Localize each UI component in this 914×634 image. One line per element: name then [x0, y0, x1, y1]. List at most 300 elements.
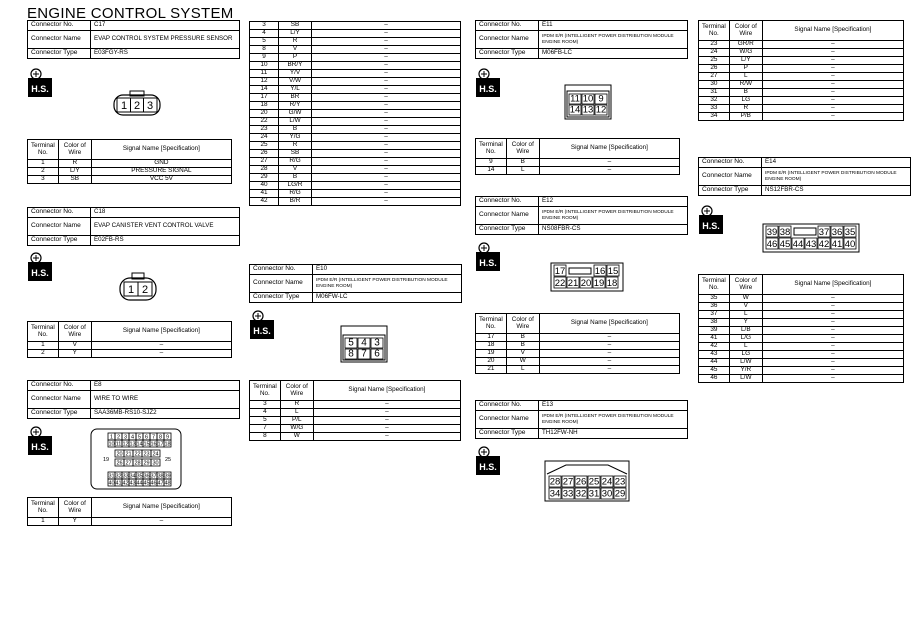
terminal-cell: 18	[250, 102, 279, 110]
color-cell: V	[729, 303, 762, 311]
pin-number: 38	[779, 227, 791, 238]
terminal-cell: 28	[250, 166, 279, 174]
pin-number: 8	[348, 348, 354, 360]
column-header: Color of Wire	[506, 139, 539, 159]
column-header: Color of Wire	[729, 21, 762, 41]
harness-side-icon	[475, 240, 501, 272]
color-cell: R/G	[279, 190, 312, 198]
table-row	[699, 311, 904, 319]
column-header: Signal Name [Specification]	[539, 139, 679, 159]
table-row	[699, 295, 904, 303]
signal-table-e10	[249, 380, 461, 441]
pin-number: 26	[116, 460, 123, 467]
column-header: Color of Wire	[506, 314, 539, 334]
pin-number: 39	[164, 473, 171, 480]
terminal-cell: 9	[476, 159, 507, 167]
signal-cell: –	[762, 351, 903, 359]
pin-number: 5	[137, 434, 142, 441]
signal-cell: –	[313, 417, 460, 425]
svg-text:H.S.: H.S.	[253, 326, 271, 336]
signal-cell: –	[312, 38, 461, 46]
table-row	[250, 78, 461, 86]
table-row	[250, 417, 461, 425]
signal-cell: –	[539, 366, 679, 374]
terminal-cell: 45	[699, 367, 730, 375]
terminal-cell: 42	[250, 198, 279, 206]
color-cell: SB	[279, 150, 312, 158]
pin-number: 20	[580, 278, 592, 289]
column-header: Terminal No.	[250, 381, 281, 401]
table-row	[250, 102, 461, 110]
svg-text:H.S.: H.S.	[31, 442, 49, 452]
color-cell: L/G	[729, 335, 762, 343]
pin-number: 17	[554, 266, 566, 277]
table-row	[250, 166, 461, 174]
pin-number: 10	[582, 93, 594, 105]
table-row	[699, 351, 904, 359]
pin-number: 25	[588, 476, 600, 488]
terminal-cell: 21	[476, 366, 507, 374]
harness-side-icon	[249, 308, 275, 340]
terminal-cell: 27	[250, 158, 279, 166]
color-cell: R	[280, 401, 313, 409]
signal-cell: –	[762, 65, 903, 73]
table-row	[250, 182, 461, 190]
pin-number: 31	[588, 488, 600, 500]
connector-info-e14: Connector No. E14 Connector Name IPDM E/R (INTELLIGENT POWER DISTRIBUTION MODULE ENGINE ROOM) Connector Type NS12FBR-CS	[698, 157, 911, 196]
terminal-cell: 20	[250, 110, 279, 118]
signal-cell: –	[762, 311, 903, 319]
pin-number: 39	[766, 227, 778, 238]
signal-cell: –	[762, 367, 903, 375]
terminal-cell: 4	[250, 409, 281, 417]
color-cell: L/W	[279, 118, 312, 126]
pin-number: 9	[598, 93, 604, 105]
color-cell: P/L	[280, 417, 313, 425]
pin-number: 18	[606, 278, 618, 289]
color-cell: L	[729, 73, 762, 81]
pin-number: 16	[594, 266, 606, 277]
pin-number: 48	[164, 480, 171, 487]
signal-cell: –	[312, 142, 461, 150]
table-row	[699, 327, 904, 335]
terminal-cell: 5	[250, 38, 279, 46]
color-cell: L/W	[729, 375, 762, 383]
terminal-cell: 8	[250, 46, 279, 54]
signal-cell: –	[762, 41, 903, 49]
signal-cell: –	[313, 433, 460, 441]
pin-number: 13	[129, 441, 136, 448]
signal-cell: –	[312, 198, 461, 206]
color-cell: V	[506, 350, 539, 358]
connector-info-e13: Connector No. E13 Connector Name IPDM E/R (INTELLIGENT POWER DISTRIBUTION MODULE ENGINE ROOM) Connector Type TH12FW-NH	[475, 400, 688, 439]
signal-cell: –	[312, 102, 461, 110]
table-row	[250, 190, 461, 198]
terminal-cell: 24	[699, 49, 730, 57]
pin-number: 33	[122, 473, 129, 480]
table-row	[250, 134, 461, 142]
pin-number: 25	[164, 457, 172, 463]
signal-cell: –	[312, 70, 461, 78]
table-row	[476, 366, 680, 374]
color-cell: LG/R	[279, 182, 312, 190]
signal-cell: –	[312, 62, 461, 70]
pin-number: 26	[575, 476, 587, 488]
table-row	[250, 409, 461, 417]
terminal-cell: 7	[250, 425, 281, 433]
table-row	[699, 65, 904, 73]
color-cell: R/W	[729, 81, 762, 89]
signal-cell: –	[762, 97, 903, 105]
color-cell: L/B	[729, 327, 762, 335]
column-header: Terminal No.	[476, 139, 507, 159]
connector-face-c18	[118, 272, 158, 302]
table-row	[250, 62, 461, 70]
table-row	[476, 350, 680, 358]
pin-number: 13	[582, 104, 594, 116]
pin-number: 31	[108, 473, 115, 480]
pin-number: 41	[831, 239, 843, 250]
table-row	[699, 73, 904, 81]
signal-cell: –	[312, 126, 461, 134]
table-row	[699, 335, 904, 343]
color-cell: G/W	[279, 110, 312, 118]
color-cell: W/G	[729, 49, 762, 57]
page-title: ENGINE CONTROL SYSTEM	[27, 5, 234, 22]
pin-number: 23	[143, 451, 150, 458]
table-row	[250, 94, 461, 102]
pin-number: 11	[115, 441, 122, 448]
pin-number: 16	[150, 441, 157, 448]
table-row	[250, 174, 461, 182]
signal-cell: –	[312, 30, 461, 38]
table-row	[699, 113, 904, 121]
table-row	[476, 358, 680, 366]
pin-number: 28	[134, 460, 141, 467]
terminal-cell: 14	[476, 167, 507, 175]
signal-cell: –	[539, 167, 679, 175]
pin-number: 18	[164, 441, 171, 448]
signal-cell: –	[762, 295, 903, 303]
table-row	[699, 359, 904, 367]
table-row	[250, 54, 461, 62]
pin-number: 40	[844, 239, 856, 250]
svg-text:1: 1	[120, 100, 128, 112]
table-row	[250, 126, 461, 134]
terminal-cell: 8	[250, 433, 281, 441]
color-cell: W	[506, 358, 539, 366]
table-row	[699, 81, 904, 89]
table-row	[476, 159, 680, 167]
color-cell: B/R	[279, 198, 312, 206]
signal-cell: –	[762, 89, 903, 97]
pin-number: 37	[150, 473, 157, 480]
signal-cell: –	[312, 118, 461, 126]
terminal-cell: 3	[250, 22, 279, 30]
terminal-cell: 11	[250, 70, 279, 78]
pin-number: 22	[134, 451, 141, 458]
color-cell: R	[279, 38, 312, 46]
terminal-cell: 39	[699, 327, 730, 335]
terminal-cell: 41	[250, 190, 279, 198]
terminal-cell: 25	[699, 57, 730, 65]
color-cell: R	[279, 142, 312, 150]
connector-face-e14	[762, 223, 860, 253]
signal-cell: –	[313, 425, 460, 433]
color-cell: P/B	[729, 113, 762, 121]
table-row	[250, 150, 461, 158]
table-row	[250, 46, 461, 54]
color-cell: B	[279, 126, 312, 134]
terminal-cell: 5	[250, 417, 281, 425]
terminal-cell: 40	[250, 182, 279, 190]
color-cell: Y/V	[279, 70, 312, 78]
signal-cell: –	[539, 334, 679, 342]
connector-face-e8	[90, 428, 182, 490]
pin-number: 30	[601, 488, 613, 500]
terminal-cell: 38	[699, 319, 730, 327]
pin-number: 43	[805, 239, 817, 250]
terminal-cell: 35	[699, 295, 730, 303]
pin-number: 10	[108, 441, 115, 448]
signal-cell: –	[312, 78, 461, 86]
pin-number: 3	[123, 434, 128, 441]
signal-cell: –	[762, 319, 903, 327]
table-row	[250, 70, 461, 78]
color-cell: B	[729, 89, 762, 97]
terminal-cell: 22	[250, 118, 279, 126]
signal-cell: –	[312, 150, 461, 158]
pin-number: 15	[607, 266, 619, 277]
svg-text:H.S.: H.S.	[31, 84, 49, 94]
color-cell: R/G	[279, 158, 312, 166]
pin-number: 14	[569, 104, 581, 116]
signal-table-e8-continued	[249, 21, 461, 206]
pin-number: 27	[562, 476, 574, 488]
pin-number: 34	[129, 473, 136, 480]
terminal-cell: 30	[699, 81, 730, 89]
pin-number: 36	[831, 227, 843, 238]
harness-side-icon	[698, 203, 724, 235]
table-row	[250, 142, 461, 150]
color-cell: B	[279, 174, 312, 182]
signal-cell: –	[313, 401, 460, 409]
column-header: Color of Wire	[729, 275, 762, 295]
pin-number: 46	[150, 480, 157, 487]
harness-side-icon	[27, 250, 53, 282]
connector-info-e8: Connector No. E8 Connector Name WIRE TO WIRE Connector Type SAA36MB-RS10-SJZ2	[27, 380, 240, 419]
terminal-cell: 44	[699, 359, 730, 367]
terminal-cell: 36	[699, 303, 730, 311]
pin-number: 6	[374, 348, 380, 360]
svg-text:2: 2	[133, 100, 141, 112]
signal-cell: –	[762, 303, 903, 311]
signal-table-c18: Terminal No. Color of Wire Signal Name [Specification] 1 V – 2 Y –	[27, 321, 232, 358]
connector-face-c17	[110, 90, 164, 116]
pin-number: 22	[554, 278, 566, 289]
signal-cell: –	[312, 166, 461, 174]
signal-cell: –	[762, 113, 903, 121]
column-header: Terminal No.	[699, 275, 730, 295]
terminal-cell: 4	[250, 30, 279, 38]
color-cell: L	[506, 366, 539, 374]
terminal-cell: 19	[476, 350, 507, 358]
signal-cell: –	[762, 343, 903, 351]
column-header: Color of Wire	[280, 381, 313, 401]
terminal-cell: 31	[699, 89, 730, 97]
color-cell: L	[506, 167, 539, 175]
color-cell: LG	[729, 351, 762, 359]
color-cell: GR/R	[729, 41, 762, 49]
pin-number: 29	[614, 488, 626, 500]
terminal-cell: 14	[250, 86, 279, 94]
pin-number: 24	[601, 476, 613, 488]
pin-number: 32	[115, 473, 122, 480]
table-row	[699, 319, 904, 327]
pin-number: 33	[562, 488, 574, 500]
color-cell: L/W	[729, 359, 762, 367]
pin-number: 40	[108, 480, 115, 487]
table-row	[699, 303, 904, 311]
signal-table-e11	[475, 138, 680, 175]
terminal-cell: 3	[250, 401, 281, 409]
signal-cell: –	[312, 182, 461, 190]
table-row	[250, 158, 461, 166]
pin-number: 46	[766, 239, 778, 250]
table-row	[250, 110, 461, 118]
signal-cell: –	[313, 409, 460, 417]
svg-text:H.S.: H.S.	[702, 221, 720, 231]
connector-face-e13	[544, 460, 630, 502]
signal-cell: –	[762, 81, 903, 89]
color-cell: V	[279, 46, 312, 54]
column-header: Signal Name [Specification]	[313, 381, 460, 401]
pin-number: 27	[125, 460, 132, 467]
terminal-cell: 29	[250, 174, 279, 182]
signal-cell: –	[312, 94, 461, 102]
svg-text:3: 3	[146, 100, 154, 112]
terminal-cell: 9	[250, 54, 279, 62]
signal-cell: –	[762, 335, 903, 343]
svg-text:H.S.: H.S.	[479, 84, 497, 94]
pin-number: 28	[549, 476, 561, 488]
terminal-cell: 20	[476, 358, 507, 366]
pin-number: 15	[143, 441, 150, 448]
pin-number: 34	[549, 488, 561, 500]
svg-text:H.S.: H.S.	[479, 462, 497, 472]
color-cell: B	[506, 342, 539, 350]
signal-cell: –	[762, 359, 903, 367]
color-cell: Y	[729, 319, 762, 327]
connector-info-e10: Connector No. E10 Connector Name IPDM E/R (INTELLIGENT POWER DISTRIBUTION MODULE ENGINE ROOM) Connector Type M06FW-LC	[249, 264, 462, 303]
pin-number: 5	[348, 337, 354, 349]
connector-face-e11	[564, 84, 612, 120]
connector-info-c18: Connector No. C18 Connector Name EVAP CANISTER VENT CONTROL VALVE Connector Type E02FB-RS	[27, 207, 240, 246]
pin-number: 41	[115, 480, 122, 487]
svg-text:1: 1	[127, 284, 135, 296]
signal-cell: –	[762, 73, 903, 81]
pin-number: 30	[152, 460, 159, 467]
pin-number: 37	[818, 227, 830, 238]
pin-number: 1	[109, 434, 114, 441]
terminal-cell: 34	[699, 113, 730, 121]
connector-info-c17: Connector No. C17 Connector Name EVAP CONTROL SYSTEM PRESSURE SENSOR Connector Type E03FGY-RS	[27, 20, 240, 59]
harness-side-icon	[475, 66, 501, 98]
color-cell: SB	[279, 22, 312, 30]
column-header: Terminal No.	[476, 314, 507, 334]
terminal-cell: 26	[250, 150, 279, 158]
table-row	[699, 367, 904, 375]
signal-cell: –	[762, 57, 903, 65]
pin-number: 9	[165, 434, 170, 441]
pin-number: 19	[593, 278, 605, 289]
signal-cell: –	[312, 22, 461, 30]
table-row	[699, 343, 904, 351]
signal-table-e14	[698, 274, 904, 383]
terminal-cell: 37	[699, 311, 730, 319]
connector-face-e12	[550, 262, 624, 292]
color-cell: R/Y	[279, 102, 312, 110]
pin-number: 38	[157, 473, 164, 480]
signal-cell: –	[762, 375, 903, 383]
svg-text:H.S.: H.S.	[31, 268, 49, 278]
table-row	[250, 425, 461, 433]
table-row	[250, 118, 461, 126]
terminal-cell: 18	[476, 342, 507, 350]
pin-number: 21	[567, 278, 579, 289]
color-cell: B	[506, 159, 539, 167]
column-header: Signal Name [Specification]	[762, 275, 903, 295]
harness-side-icon	[27, 424, 53, 456]
pin-number: 4	[361, 337, 367, 349]
signal-cell: –	[539, 159, 679, 167]
terminal-cell: 27	[699, 73, 730, 81]
color-cell: L	[280, 409, 313, 417]
svg-text:H.S.: H.S.	[479, 258, 497, 268]
signal-cell: –	[312, 158, 461, 166]
signal-table-e13	[698, 20, 904, 121]
table-row	[699, 49, 904, 57]
pin-number: 47	[157, 480, 164, 487]
signal-table-c17: Terminal No. Color of Wire Signal Name [Specification] 1 R GND 2 L/Y PRESSURE SIGNAL 3 SB VCC 5V	[27, 139, 232, 184]
terminal-cell: 41	[699, 335, 730, 343]
svg-text:2: 2	[141, 284, 149, 296]
terminal-cell: 25	[250, 142, 279, 150]
pin-number: 35	[844, 227, 856, 238]
table-row	[476, 334, 680, 342]
pin-number: 21	[125, 451, 132, 458]
pin-number: 14	[136, 441, 143, 448]
pin-number: 4	[130, 434, 135, 441]
color-cell: P	[729, 65, 762, 73]
pin-number: 12	[595, 104, 607, 116]
column-header: Signal Name [Specification]	[539, 314, 679, 334]
color-cell: R	[729, 105, 762, 113]
color-cell: Y/G	[279, 134, 312, 142]
pin-number: 44	[136, 480, 143, 487]
table-row	[476, 342, 680, 350]
signal-cell: –	[762, 327, 903, 335]
pin-number: 24	[152, 451, 159, 458]
pin-number: 42	[122, 480, 129, 487]
pin-number: 45	[143, 480, 150, 487]
pin-number: 7	[361, 348, 367, 360]
signal-cell: –	[539, 350, 679, 358]
table-row	[699, 57, 904, 65]
table-row	[250, 22, 461, 30]
color-cell: L/Y	[729, 57, 762, 65]
column-header: Terminal No.	[699, 21, 730, 41]
